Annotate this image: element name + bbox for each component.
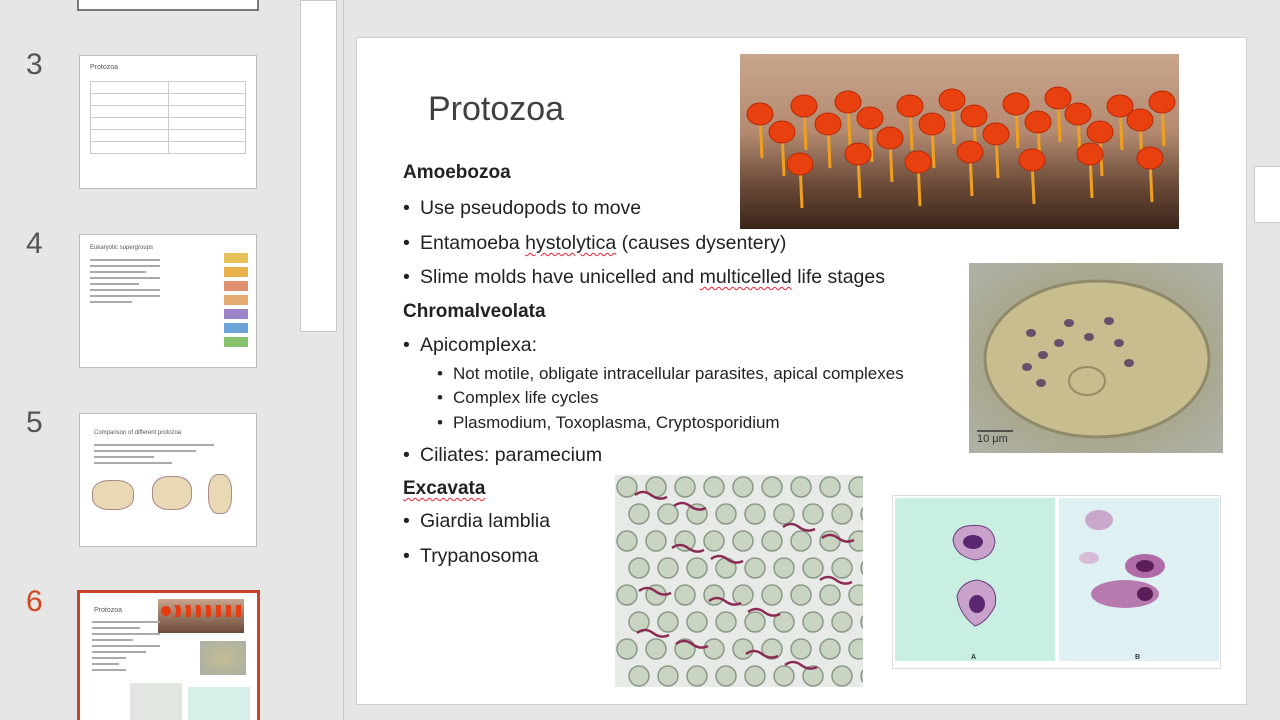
panel-label-b: B bbox=[1135, 654, 1141, 661]
vacuole bbox=[1036, 379, 1046, 387]
red-blood-cell bbox=[849, 585, 863, 605]
sporangium bbox=[1137, 147, 1163, 169]
sporangium bbox=[939, 89, 965, 111]
bullet-trypanosoma[interactable]: • Trypanosoma bbox=[403, 545, 539, 568]
sporangium bbox=[791, 95, 817, 117]
sub-bullet-life-cycles[interactable]: • Complex life cycles bbox=[437, 388, 599, 408]
sporangium bbox=[835, 91, 861, 113]
thumbnail-text-lines bbox=[90, 259, 160, 307]
red-blood-cell bbox=[820, 477, 840, 497]
sporangium bbox=[1019, 149, 1045, 171]
red-blood-cell bbox=[646, 531, 666, 551]
thumbnail-title: Protozoa bbox=[90, 64, 119, 71]
sporangium bbox=[1149, 91, 1175, 113]
red-blood-cell bbox=[704, 477, 724, 497]
thumbnail-scrollbar[interactable] bbox=[300, 0, 337, 332]
red-blood-cell bbox=[774, 666, 794, 686]
slide-thumbnail-2[interactable] bbox=[77, 0, 259, 11]
red-blood-cell bbox=[745, 504, 765, 524]
sporangium bbox=[747, 103, 773, 125]
trypanosoma-blood-smear[interactable] bbox=[615, 475, 863, 687]
giardia-panel-b bbox=[1059, 498, 1219, 661]
vacuole bbox=[1022, 363, 1032, 371]
red-blood-cell bbox=[704, 639, 724, 659]
red-blood-cell bbox=[861, 612, 863, 632]
red-blood-cell bbox=[849, 477, 863, 497]
red-blood-cell bbox=[629, 558, 649, 578]
red-blood-cell bbox=[675, 585, 695, 605]
red-blood-cell bbox=[791, 531, 811, 551]
red-blood-cell bbox=[791, 477, 811, 497]
red-blood-cell bbox=[646, 639, 666, 659]
sporangium bbox=[919, 113, 945, 135]
red-blood-cell bbox=[716, 612, 736, 632]
sporangium bbox=[1087, 121, 1113, 143]
bullet-entamoeba[interactable]: • Entamoeba hystolytica (causes dysentery) bbox=[403, 232, 786, 255]
red-blood-cell bbox=[675, 477, 695, 497]
red-blood-cell bbox=[617, 477, 637, 497]
thumbnail-title: Protozoa bbox=[94, 607, 123, 614]
bullet-slime-molds[interactable]: • Slime molds have unicelled and multicelled life stages bbox=[403, 266, 885, 289]
red-blood-cell bbox=[629, 504, 649, 524]
red-blood-cell bbox=[629, 666, 649, 686]
thumbnail-amoeba-image bbox=[200, 641, 246, 675]
red-blood-cell bbox=[803, 612, 823, 632]
side-panel-tab[interactable] bbox=[1254, 166, 1280, 223]
red-blood-cell bbox=[762, 477, 782, 497]
thumbnail-table bbox=[90, 81, 246, 154]
thumbnail-text-lines bbox=[92, 621, 160, 675]
sporangium bbox=[1077, 143, 1103, 165]
red-blood-cell bbox=[733, 585, 753, 605]
slime-mold-fruiting-bodies bbox=[740, 54, 1179, 229]
bullet-pseudopods[interactable]: • Use pseudopods to move bbox=[403, 197, 641, 220]
thumbnail-cell-illustration bbox=[152, 476, 192, 510]
bullet-ciliates[interactable]: • Ciliates: paramecium bbox=[403, 444, 602, 467]
amoeba-micrograph[interactable] bbox=[969, 263, 1223, 453]
thumbnail-blood-image bbox=[130, 683, 182, 720]
giardia-micrographs[interactable] bbox=[892, 495, 1221, 669]
sporangium bbox=[1003, 93, 1029, 115]
vacuole bbox=[1084, 333, 1094, 341]
red-blood-cell bbox=[658, 558, 678, 578]
red-blood-cell bbox=[745, 612, 765, 632]
slide-number-4: 4 bbox=[26, 227, 43, 260]
red-blood-cell bbox=[716, 504, 736, 524]
red-blood-cell bbox=[658, 612, 678, 632]
red-blood-cell bbox=[733, 531, 753, 551]
sporangium bbox=[957, 141, 983, 163]
sporangium bbox=[905, 151, 931, 173]
red-blood-cell bbox=[803, 504, 823, 524]
thumbnail-giardia-image bbox=[188, 687, 250, 720]
heading-chromalveolata[interactable]: Chromalveolata bbox=[403, 301, 546, 322]
slide-canvas[interactable] bbox=[356, 37, 1247, 705]
red-blood-cell bbox=[733, 477, 753, 497]
vacuole bbox=[1038, 351, 1048, 359]
red-blood-cell bbox=[687, 666, 707, 686]
red-blood-cell bbox=[704, 531, 724, 551]
red-blood-cell bbox=[762, 531, 782, 551]
sporangium bbox=[845, 143, 871, 165]
red-blood-cell bbox=[675, 531, 695, 551]
sporangium bbox=[1127, 109, 1153, 131]
thumbnail-tree-diagram bbox=[224, 253, 248, 351]
panel-label-a: A bbox=[971, 654, 977, 661]
red-blood-cell bbox=[832, 666, 852, 686]
sporangium bbox=[1045, 87, 1071, 109]
red-blood-cell bbox=[617, 531, 637, 551]
spelling-underline: multicelled bbox=[699, 266, 792, 288]
vacuole bbox=[1104, 317, 1114, 325]
amoeba-cell bbox=[969, 263, 1223, 453]
sporangium bbox=[1065, 103, 1091, 125]
sporangium bbox=[983, 123, 1009, 145]
bullet-apicomplexa[interactable]: • Apicomplexa: bbox=[403, 334, 537, 357]
sporangium bbox=[787, 153, 813, 175]
red-blood-cell bbox=[791, 585, 811, 605]
bullet-giardia[interactable]: • Giardia lamblia bbox=[403, 510, 550, 533]
heading-amoebozoa[interactable]: Amoebozoa bbox=[403, 162, 511, 183]
vacuole bbox=[1054, 339, 1064, 347]
thumbnail-cell-illustration bbox=[92, 480, 134, 510]
trypanosome bbox=[820, 577, 852, 584]
red-blood-cell bbox=[745, 558, 765, 578]
sporangium bbox=[961, 105, 987, 127]
vacuole bbox=[1026, 329, 1036, 337]
slide-thumbnail-3[interactable] bbox=[79, 55, 257, 189]
red-blood-cell bbox=[774, 504, 794, 524]
slide-number-6: 6 bbox=[26, 585, 43, 618]
trypanosome bbox=[783, 524, 815, 531]
sporangium bbox=[1025, 111, 1051, 133]
slime-mold-photo[interactable] bbox=[740, 54, 1179, 229]
red-blood-cell bbox=[849, 639, 863, 659]
red-blood-cell bbox=[861, 666, 863, 686]
red-blood-cell bbox=[832, 504, 852, 524]
red-blood-cell bbox=[687, 612, 707, 632]
vacuole bbox=[1124, 359, 1134, 367]
slide-number-3: 3 bbox=[26, 48, 43, 81]
scale-bar-label: 10 µm bbox=[977, 433, 1008, 445]
slide-number-5: 5 bbox=[26, 406, 43, 439]
pane-divider[interactable] bbox=[343, 0, 344, 720]
red-blood-cell bbox=[803, 558, 823, 578]
vacuole bbox=[1114, 339, 1124, 347]
red-blood-cell bbox=[820, 639, 840, 659]
slide-thumbnail-5[interactable] bbox=[79, 413, 257, 547]
red-blood-cell bbox=[774, 558, 794, 578]
blood-cells bbox=[615, 475, 863, 687]
sporangium bbox=[857, 107, 883, 129]
slide-thumbnail-4[interactable] bbox=[79, 234, 257, 368]
red-blood-cell bbox=[762, 585, 782, 605]
thumbnail-title: Eukaryotic supergroups bbox=[90, 245, 154, 251]
red-blood-cell bbox=[861, 504, 863, 524]
sub-bullet-plasmodium[interactable]: • Plasmodium, Toxoplasma, Cryptosporidium bbox=[437, 413, 780, 433]
thumbnail-text-lines bbox=[94, 444, 214, 468]
sub-bullet-not-motile[interactable]: • Not motile, obligate intracellular parasites, apical complexes bbox=[437, 364, 904, 384]
vacuole bbox=[1064, 319, 1074, 327]
sporangium bbox=[897, 95, 923, 117]
thumbnail-slime-image bbox=[158, 599, 244, 633]
red-blood-cell bbox=[704, 585, 724, 605]
red-blood-cell bbox=[832, 612, 852, 632]
heading-excavata[interactable]: Excavata bbox=[403, 478, 486, 499]
slide-thumbnail-pane bbox=[0, 0, 300, 720]
red-blood-cell bbox=[791, 639, 811, 659]
slide-thumbnail-6[interactable] bbox=[77, 590, 260, 720]
thumbnail-cell-illustration bbox=[208, 474, 232, 514]
slide-title[interactable]: Protozoa bbox=[428, 90, 565, 128]
red-blood-cell bbox=[658, 504, 678, 524]
red-blood-cell bbox=[617, 585, 637, 605]
red-blood-cell bbox=[733, 639, 753, 659]
red-blood-cell bbox=[658, 666, 678, 686]
giardia-panel-a bbox=[895, 498, 1055, 661]
sporangium bbox=[815, 113, 841, 135]
thumbnail-title: Comparison of different protozoa bbox=[94, 430, 182, 436]
red-blood-cell bbox=[687, 558, 707, 578]
red-blood-cell bbox=[832, 558, 852, 578]
red-blood-cell bbox=[745, 666, 765, 686]
red-blood-cell bbox=[716, 666, 736, 686]
red-blood-cell bbox=[861, 558, 863, 578]
red-blood-cell bbox=[617, 639, 637, 659]
red-blood-cell bbox=[820, 585, 840, 605]
sporangium bbox=[769, 121, 795, 143]
spelling-underline: hystolytica bbox=[525, 232, 617, 254]
sporangium bbox=[877, 127, 903, 149]
